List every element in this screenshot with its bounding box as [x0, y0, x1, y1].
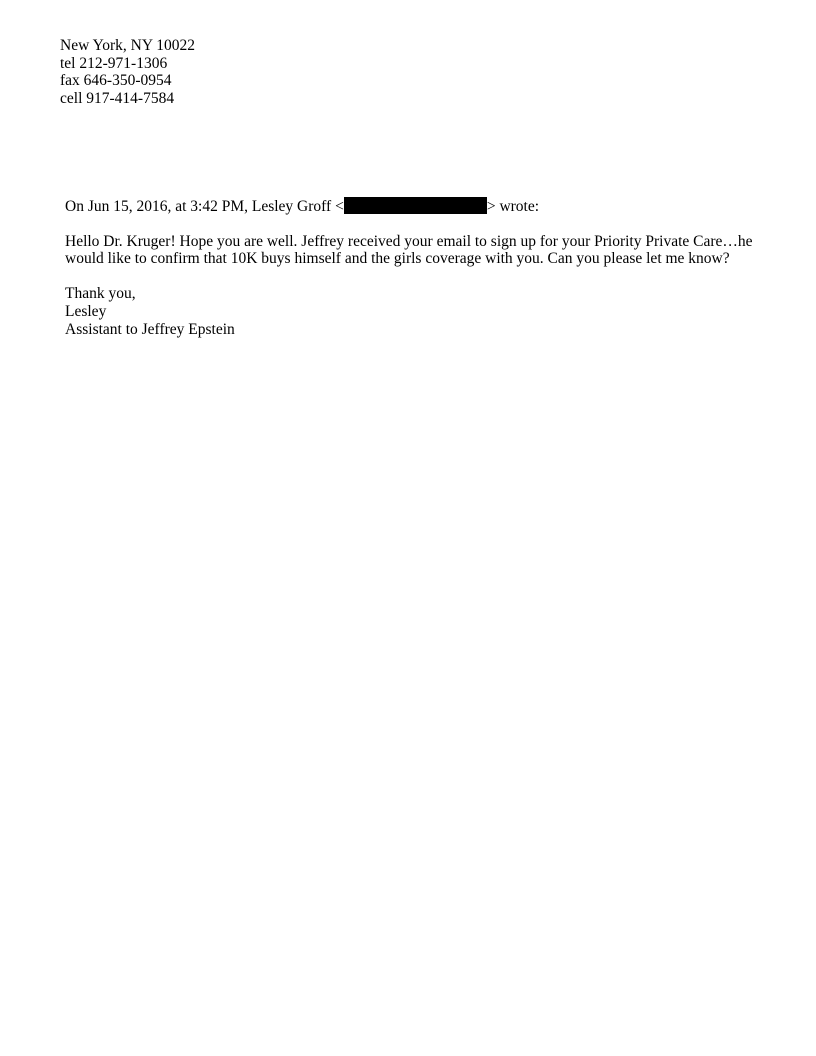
address-line: New York, NY 10022 — [60, 37, 196, 54]
signature-title: Assistant to Jeffrey Epstein — [65, 320, 235, 338]
redacted-email-address — [344, 197, 487, 214]
signature-name: Lesley — [65, 302, 107, 320]
closing-phrase: Thank you, — [65, 285, 136, 303]
quoted-email — [65, 197, 765, 338]
fax-line: fax 646-350-0954 — [60, 72, 172, 90]
quote-header-suffix: > wrote: — [486, 198, 540, 215]
email-closing — [65, 285, 765, 338]
quote-header — [65, 197, 765, 216]
email-body: Hello Dr. Kruger! Hope you are well. Jeffrey received your email to sign up for your Priority Private Care…he would like to confirm that 10K buys himself and the girls coverage with you. Can you please let me know? — [65, 232, 753, 268]
quote-header-prefix: On Jun 15, 2016, at 3:42 PM, Lesley Groff < — [65, 198, 344, 215]
contact-info-block — [60, 37, 195, 108]
telephone-line: tel 212-971-1306 — [60, 54, 168, 72]
cell-line: cell 917-414-7584 — [60, 90, 175, 108]
